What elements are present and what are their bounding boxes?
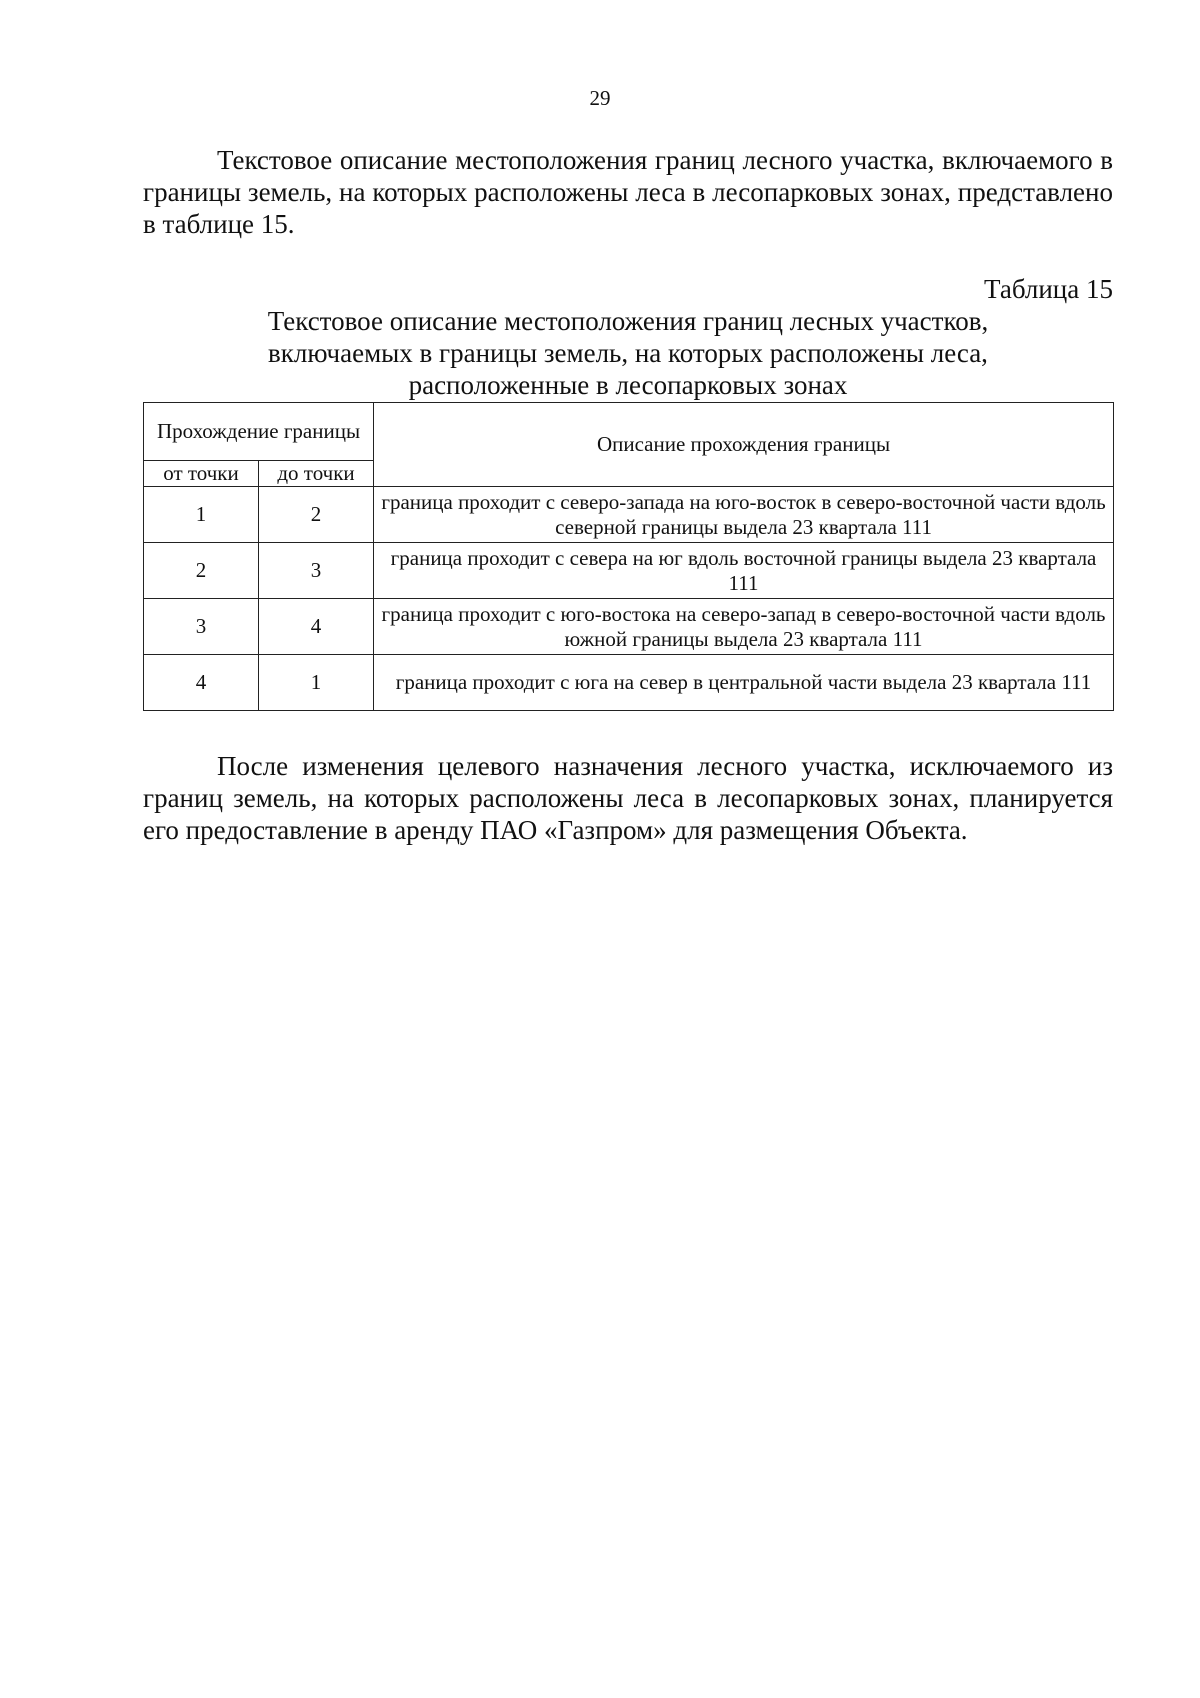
cell-description: граница проходит с севера на юг вдоль восточной границы выдела 23 квартала 111 [374, 543, 1114, 599]
cell-from: 2 [144, 543, 259, 599]
header-description: Описание прохождения границы [374, 403, 1114, 487]
table-row [144, 543, 1114, 599]
cell-to: 1 [259, 655, 374, 711]
table-title-line: Текстовое описание местоположения границ лесных участков, [267, 306, 989, 336]
table-label: Таблица 15 [984, 274, 1113, 304]
table-title [143, 305, 1113, 401]
cell-from: 3 [144, 599, 259, 655]
header-to-point: до точки [259, 461, 374, 487]
cell-description: граница проходит с северо-запада на юго-восток в северо-восточной части вдоль северной границы выдела 23 квартала 111 [374, 487, 1114, 543]
cell-from: 4 [144, 655, 259, 711]
page-number: 29 [589, 86, 611, 110]
table-title-line: включаемых в границы земель, на которых расположены леса, [268, 338, 988, 368]
closing-paragraph: После изменения целевого назначения лесного участка, исключаемого из границ земель, на которых расположены леса в лесопарковых зонах, планируется его предоставление в аренду ПАО «Газпром» для размещения Объекта. [143, 751, 1113, 845]
cell-to: 2 [259, 487, 374, 543]
header-boundary-passage: Прохождение границы [144, 403, 374, 461]
cell-from: 1 [144, 487, 259, 543]
cell-description: граница проходит с юго-востока на северо-запад в северо-восточной части вдоль южной границы выдела 23 квартала 111 [374, 599, 1114, 655]
cell-to: 4 [259, 599, 374, 655]
header-from-point: от точки [144, 461, 259, 487]
table-row [144, 487, 1114, 543]
table-row [144, 655, 1114, 711]
cell-description: граница проходит с юга на север в центральной части выдела 23 квартала 111 [374, 655, 1114, 711]
boundary-table [143, 402, 1114, 711]
table-row [144, 599, 1114, 655]
table-title-line: расположенные в лесопарковых зонах [408, 370, 848, 400]
cell-to: 3 [259, 543, 374, 599]
intro-paragraph: Текстовое описание местоположения границ лесного участка, включаемого в границы земель, на которых расположены леса в лесопарковых зонах, представлено в таблице 15. [143, 145, 1113, 239]
